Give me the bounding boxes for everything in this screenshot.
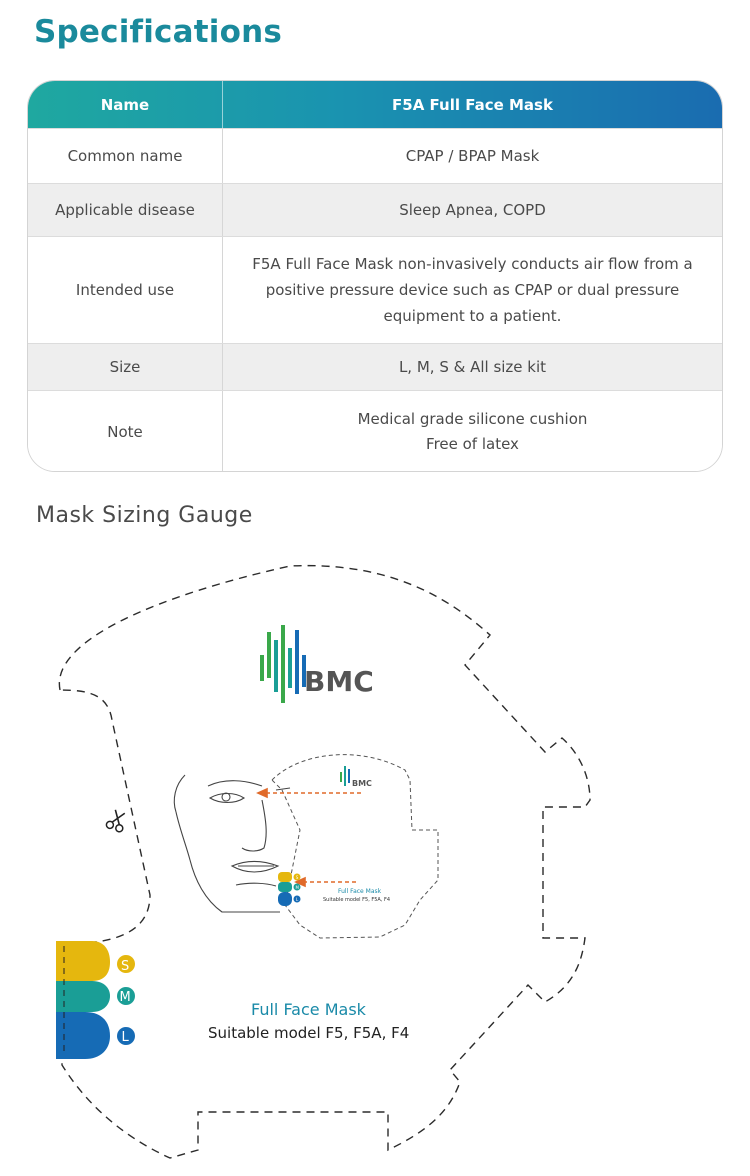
mini-size-s: S (295, 875, 299, 880)
mini-bmc-logo-text: BMC (352, 779, 372, 788)
column-header-name: Name (28, 81, 223, 128)
bmc-logo (260, 625, 374, 703)
table-row (28, 236, 722, 343)
row-value (223, 391, 722, 472)
row-label: Common name (28, 129, 223, 183)
row-value-line: Free of latex (426, 435, 519, 453)
table-header-row (28, 81, 722, 128)
section-title: Mask Sizing Gauge (36, 503, 253, 528)
mini-suitable-models: Suitable model F5, F5A, F4 (323, 897, 391, 903)
column-header-product: F5A Full Face Mask (392, 95, 553, 114)
mini-product-name: Full Face Mask (338, 888, 382, 895)
mini-size-l: L (296, 897, 299, 902)
row-label: Intended use (28, 237, 223, 343)
face-illustration (174, 775, 290, 912)
mini-bmc-logo (340, 766, 372, 788)
suitable-models: Suitable model F5, F5A, F4 (208, 1024, 410, 1042)
row-value: Sleep Apnea, COPD (399, 201, 546, 219)
size-tabs (56, 941, 135, 1059)
table-row (28, 183, 722, 236)
table-row (28, 343, 722, 390)
table-row (28, 128, 722, 183)
scissors-icon (105, 809, 128, 833)
table-row (28, 390, 722, 472)
row-label: Note (28, 391, 223, 472)
measurement-arrows (258, 789, 362, 886)
product-name: Full Face Mask (251, 1000, 366, 1019)
mini-size-tabs (278, 872, 301, 906)
row-value: CPAP / BPAP Mask (405, 147, 540, 165)
row-value: L, M, S & All size kit (398, 358, 547, 376)
row-value-line: Medical grade silicone cushion (357, 410, 588, 428)
row-value: F5A Full Face Mask non-invasively conducts air flow from a positive pressure device such as CPAP or dual pressure equipment to a patient. (252, 255, 693, 325)
row-label: Applicable disease (28, 184, 223, 236)
gauge-cut-outline (59, 566, 590, 1158)
mask-sizing-gauge (0, 540, 750, 1176)
size-label-m: M (119, 990, 131, 1005)
page-title: Specifications (34, 14, 283, 50)
specifications-table (27, 80, 723, 472)
row-label: Size (28, 344, 223, 390)
mini-size-m: M (295, 885, 299, 890)
size-label-s: S (121, 959, 130, 974)
size-label-l: L (121, 1030, 129, 1045)
size-tab-m (56, 981, 110, 1012)
bmc-logo-text: BMC (304, 665, 374, 698)
